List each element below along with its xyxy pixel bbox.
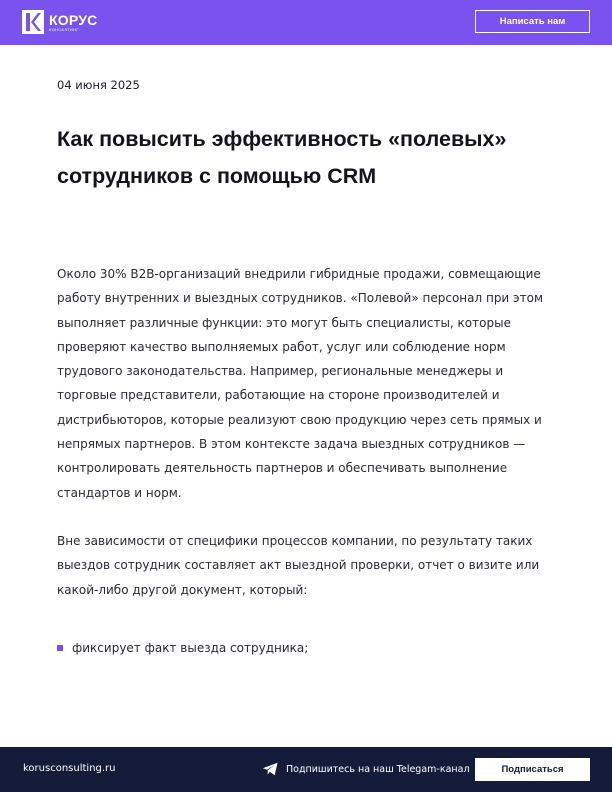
telegram-channel-link[interactable]: Подпишитесь на наш Telegam-канал — [286, 764, 470, 775]
article-date: 04 июня 2025 — [57, 78, 140, 92]
article-bullet-list — [57, 637, 557, 659]
list-item — [57, 637, 557, 659]
site-link[interactable]: korusconsulting.ru — [23, 763, 116, 774]
telegram-icon[interactable] — [262, 762, 279, 776]
korus-logo-icon — [22, 10, 44, 34]
contact-us-button[interactable]: Написать нам — [475, 10, 590, 33]
page-header — [0, 0, 612, 45]
article-title: Как повысить эффективность «полевых» сотрудников с помощью CRM — [57, 127, 507, 188]
article-paragraph: Около 30% B2B-организаций внедрили гибридные продажи, совмещающие работу внутренних и выездных сотрудников. «Полевой» персонал при этом выполняет различные функции: это могут быть специалисты, которые проверяют качество выполняемых работ, услуг или соблюдение норм трудового законодательства. Например, региональные менеджеры и торговые представители, работающие на стороне производителей и дистрибьюторов, которые реализуют свою продукцию через сеть прямых и непрямых партнеров. В этом контексте задача выездных сотрудников — контролировать деятельность партнеров и обеспечивать выполнение стандартов и норм. — [57, 267, 544, 500]
list-item-text: фиксирует факт выезда сотрудника; — [72, 641, 309, 655]
article-paragraph: Вне зависимости от специфики процессов компании, по результату таких выездов сотрудник составляет акт выездной проверки, отчет о визите или какой-либо другой документ, который: — [57, 534, 540, 597]
logo-text: КОРУС — [49, 12, 98, 28]
bullet-square-icon — [57, 645, 63, 651]
korus-logo[interactable] — [22, 10, 122, 36]
logo-subtext: КОНСАЛТИНГ — [49, 27, 79, 32]
subscribe-button[interactable]: Подписаться — [475, 758, 590, 781]
